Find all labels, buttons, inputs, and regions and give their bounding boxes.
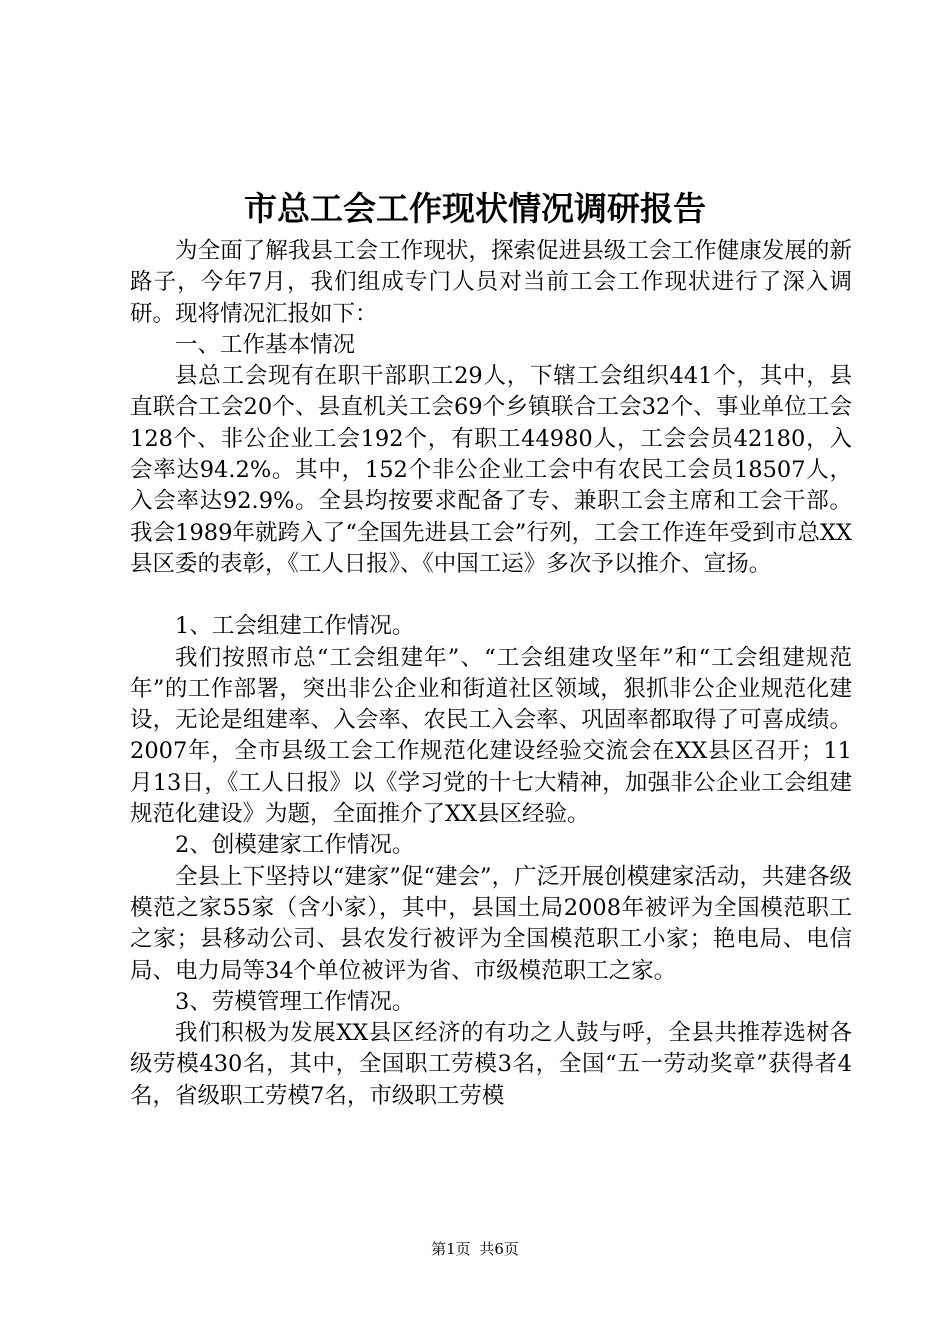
- subheading-model-home: 2、创模建家工作情况。: [175, 832, 415, 859]
- document-body: [130, 236, 852, 1112]
- paragraph-spacer: [130, 580, 852, 611]
- subheading-model-worker: 3、劳模管理工作情况。: [175, 988, 415, 1015]
- total-pages: 共6页: [479, 1240, 519, 1258]
- intro-paragraph: 为全面了解我县工会工作现状，探索促进县级工会工作健康发展的新路子，今年7月，我们组成专门人员对当前工会工作现状进行了深入调研。现将情况汇报如下：: [130, 238, 852, 327]
- page-footer: [0, 1238, 950, 1260]
- basic-situation-paragraph: 县总工会现有在职干部职工29人，下辖工会组织441个，其中，县直联合工会20个、县直机关工会69个乡镇联合工会32个、事业单位工会128个、非公企业工会192个，有职工44980人，工会会员42180，入会率达94.2%。其中，152个非公企业工会中有农民工会员18507人，入会率达92.9%。全县均按要求配备了专、兼职工会主席和工会干部。我会1989年就跨入了“全国先进县工会”行列，工会工作连年受到市总XX县区委的表彰，《工人日报》、《中国工运》多次予以推介、宣扬。: [130, 363, 852, 577]
- subheading-union-building: 1、工会组建工作情况。: [175, 613, 415, 640]
- document-title: 市总工会工作现状情况调研报告: [244, 189, 706, 228]
- page-number: 第1页: [431, 1240, 471, 1258]
- model-home-paragraph: 全县上下坚持以“建家”促“建会”，广泛开展创模建家活动，共建各级模范之家55家（含小家），其中，县国土局2008年被评为全国模范职工之家；县移动公司、县农发行被评为全国模范职工小家；艳电局、电信局、电力局等34个单位被评为省、市级模范职工之家。: [130, 863, 852, 984]
- model-worker-paragraph: 我们积极为发展XX县区经济的有功之人鼓与呼，全县共推荐选树各级劳模430名，其中，全国职工劳模3名，全国“五一劳动奖章”获得者4名，省级职工劳模7名，市级职工劳模: [130, 1020, 852, 1109]
- union-building-paragraph: 我们按照市总“工会组建年”、“工会组建攻坚年”和“工会组建规范年”的工作部署，突出非公企业和街道社区领域，狠抓非公企业规范化建设，无论是组建率、入会率、农民工入会率、巩固率都取得了可喜成绩。2007年，全市县级工会工作规范化建设经验交流会在XX县区召开；11月13日，《工人日报》以《学习党的十七大精神，加强非公企业工会组建规范化建设》为题，全面推介了XX县区经验。: [130, 644, 852, 828]
- section-heading-basic-situation: 一、工作基本情况: [175, 331, 356, 358]
